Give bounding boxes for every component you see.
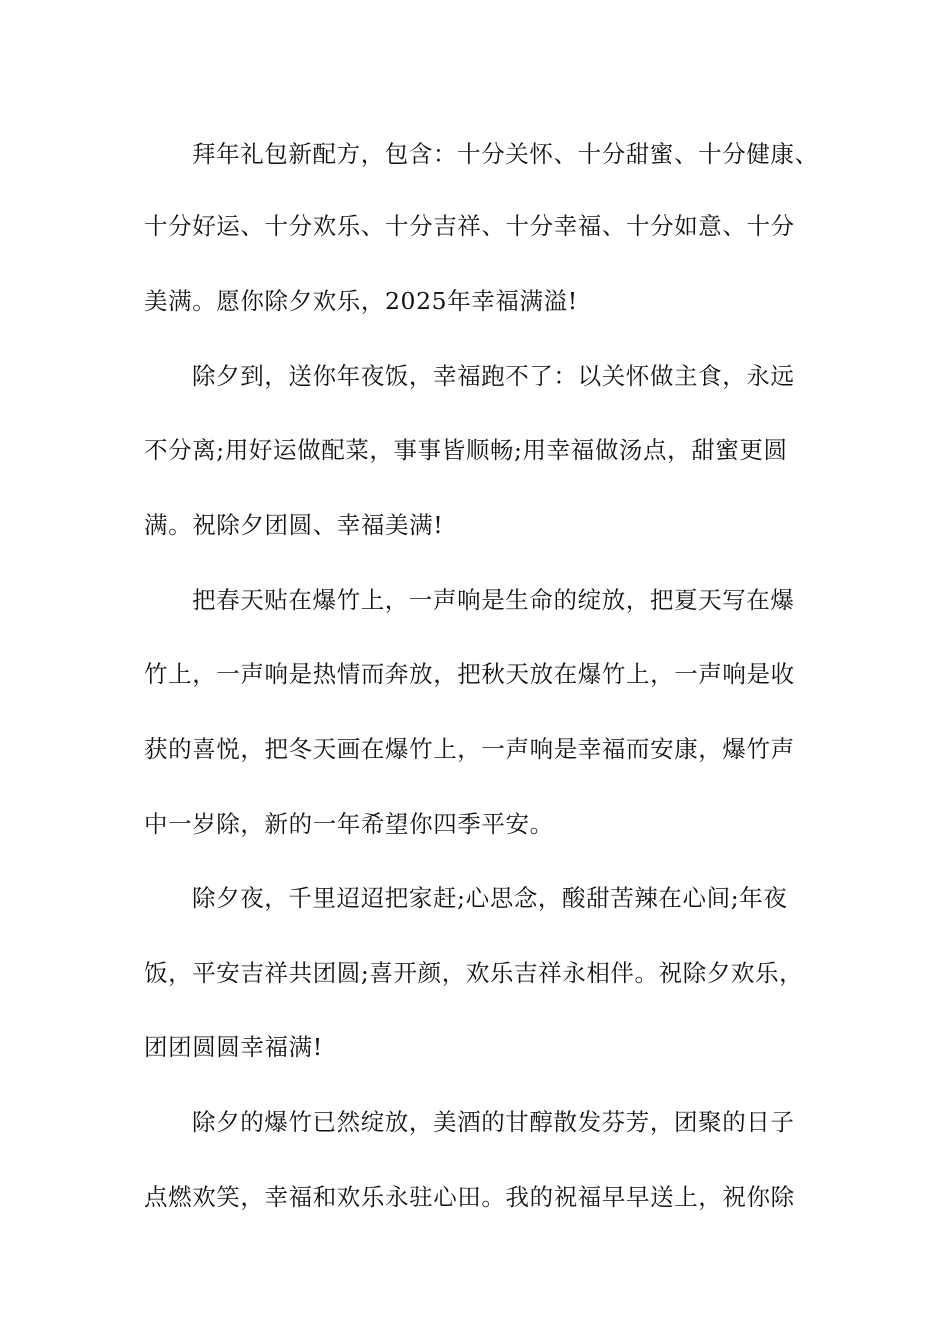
paragraph-5-line-2: 点燃欢笑，幸福和欢乐永驻心田。我的祝福早早送上，祝你除 — [144, 1183, 795, 1211]
paragraph-2-line-1: 除夕到，送你年夜饭，幸福跑不了：以关怀做主食，永远 — [192, 362, 795, 390]
paragraph-1-line-3: 美满。愿你除夕欢乐，2025年幸福满溢! — [144, 287, 578, 315]
paragraph-4-line-3: 团团圆圆幸福满! — [144, 1033, 323, 1061]
paragraph-4-line-1: 除夕夜，千里迢迢把家赶;心思念，酸甜苦辣在心间;年夜 — [192, 884, 788, 912]
paragraph-4-line-2: 饭，平安吉祥共团圆;喜开颜，欢乐吉祥永相伴。祝除夕欢乐， — [144, 959, 804, 987]
paragraph-3-line-4: 中一岁除，新的一年希望你四季平安。 — [144, 810, 554, 838]
paragraph-3-line-3: 获的喜悦，把冬天画在爆竹上，一声响是幸福而安康，爆竹声 — [144, 735, 795, 763]
paragraph-1-line-1: 拜年礼包新配方，包含：十分关怀、十分甜蜜、十分健康、 — [192, 140, 819, 168]
paragraph-2-line-3: 满。祝除夕团圆、幸福美满! — [144, 511, 444, 539]
paragraph-3-line-1: 把春天贴在爆竹上，一声响是生命的绽放，把夏天写在爆 — [192, 586, 795, 614]
paragraph-5-line-1: 除夕的爆竹已然绽放，美酒的甘醇散发芬芳，团聚的日子 — [192, 1108, 795, 1136]
paragraph-3-line-2: 竹上，一声响是热情而奔放，把秋天放在爆竹上，一声响是收 — [144, 660, 795, 688]
paragraph-1-line-2: 十分好运、十分欢乐、十分吉祥、十分幸福、十分如意、十分 — [144, 212, 795, 240]
paragraph-2-line-2: 不分离;用好运做配菜，事事皆顺畅;用幸福做汤点，甜蜜更圆 — [144, 436, 788, 464]
